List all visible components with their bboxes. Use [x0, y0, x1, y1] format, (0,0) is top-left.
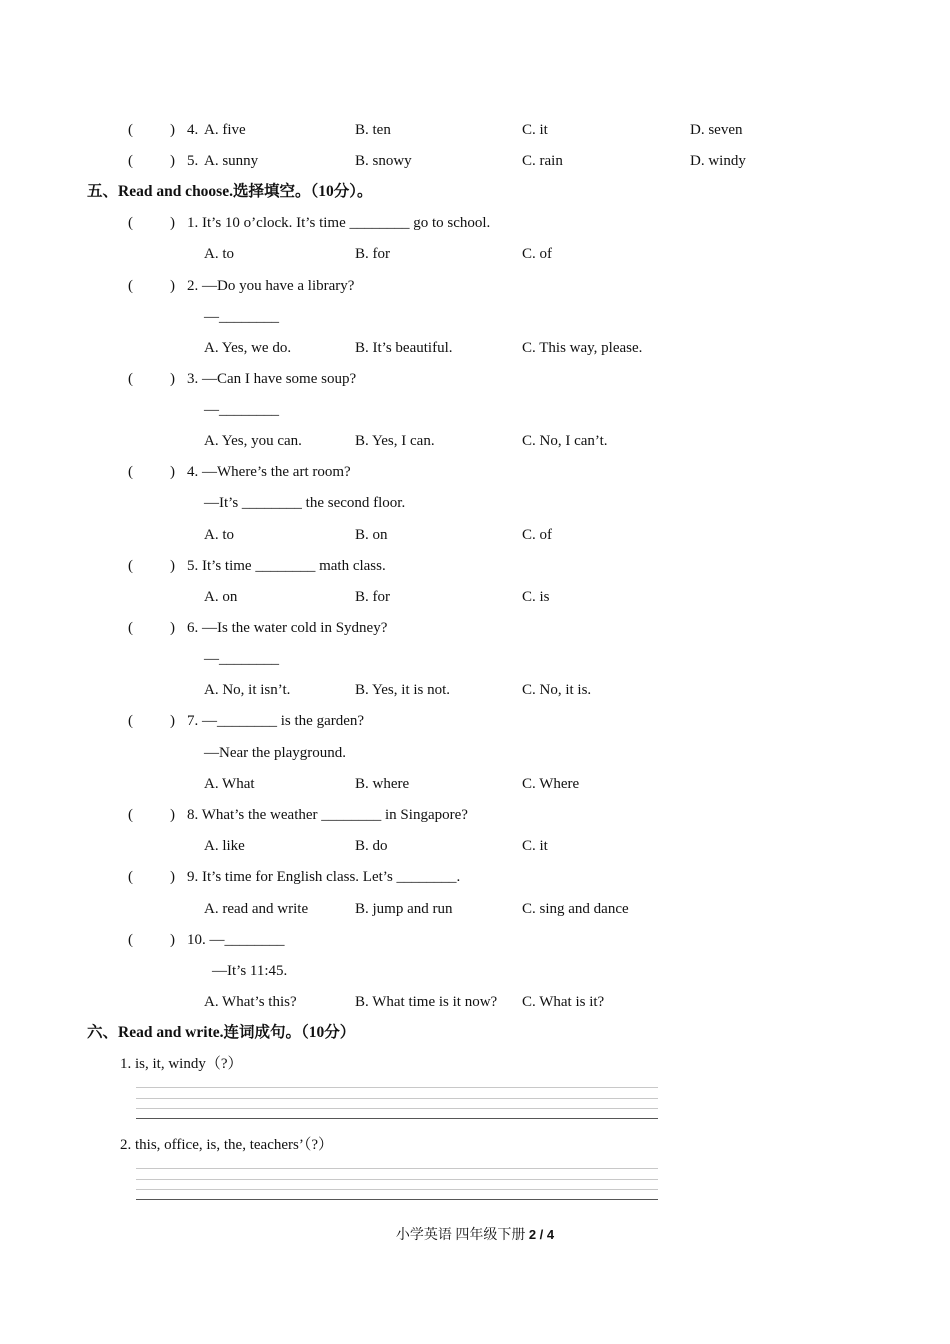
writing-guide-line: [136, 1168, 658, 1169]
writing-guide-line: [136, 1179, 658, 1180]
question-stem: 6. —Is the water cold in Sydney?: [187, 620, 388, 636]
question-stem: 7. —________ is the garden?: [187, 713, 365, 729]
question-stem: 10. —________: [187, 932, 285, 948]
answer-paren-open: (: [128, 807, 133, 823]
page-footer: [0, 1224, 950, 1247]
option-a: A. No, it isn’t.: [204, 682, 291, 698]
option-c: C. No, I can’t.: [522, 433, 608, 449]
option-b: B. where: [355, 776, 410, 792]
answer-paren-close: ): [170, 215, 175, 231]
option-b: B. snowy: [355, 153, 412, 169]
option-c: C. What is it?: [522, 994, 605, 1010]
option-b: B. Yes, I can.: [355, 433, 435, 449]
section5-heading: 五、Read and choose.选择填空。（10分）。: [87, 183, 373, 200]
option-a: A. Yes, we do.: [204, 340, 292, 356]
question-stem: 5. It’s time ________ math class.: [187, 558, 386, 574]
answer-paren-close: ): [170, 371, 175, 387]
option-c: C. sing and dance: [522, 901, 629, 917]
answer-paren-close: ): [170, 869, 175, 885]
option-b: B. It’s beautiful.: [355, 340, 453, 356]
answer-paren-open: (: [128, 620, 133, 636]
page-number: 2 / 4: [528, 1227, 555, 1242]
option-a: A. What’s this?: [204, 994, 297, 1010]
writing-guide-line: [136, 1108, 658, 1109]
section6-heading: 六、Read and write.连词成句。（10分）: [87, 1024, 356, 1041]
footer-text: 小学英语 四年级下册: [395, 1228, 526, 1243]
answer-paren-open: (: [128, 558, 133, 574]
question-reply: —________: [204, 402, 279, 418]
option-b: B. for: [355, 246, 390, 262]
option-a: A. to: [204, 246, 234, 262]
option-c: C. is: [522, 589, 550, 605]
option-b: B. on: [355, 527, 388, 543]
answer-paren-open: (: [128, 153, 133, 169]
option-b: B. do: [355, 838, 388, 854]
question-stem: 9. It’s time for English class. Let’s ________.: [187, 869, 461, 885]
answer-paren-open: (: [128, 869, 133, 885]
writing-base-line[interactable]: [136, 1199, 658, 1200]
option-b: B. What time is it now?: [355, 994, 498, 1010]
answer-paren-open: (: [128, 278, 133, 294]
option-b: B. jump and run: [355, 901, 453, 917]
question-stem: 1. It’s 10 o’clock. It’s time ________ go to school.: [187, 215, 491, 231]
question-stem: 2. —Do you have a library?: [187, 278, 355, 294]
question-reply: —It’s ________ the second floor.: [204, 495, 406, 511]
option-b: B. for: [355, 589, 390, 605]
answer-paren-close: ): [170, 122, 175, 138]
option-a: A. five: [204, 122, 246, 138]
question-stem: 8. What’s the weather ________ in Singapore?: [187, 807, 468, 823]
answer-paren-open: (: [128, 932, 133, 948]
answer-paren-open: (: [128, 215, 133, 231]
option-c: C. of: [522, 246, 552, 262]
option-d: D. seven: [690, 122, 743, 138]
option-c: C. Where: [522, 776, 580, 792]
answer-paren-close: ): [170, 713, 175, 729]
question-reply: —________: [204, 309, 279, 325]
option-a: A. on: [204, 589, 238, 605]
question-reply: —It’s 11:45.: [212, 963, 288, 979]
option-a: A. read and write: [204, 901, 309, 917]
writing-base-line[interactable]: [136, 1118, 658, 1119]
option-b: B. Yes, it is not.: [355, 682, 451, 698]
writing-prompt: 2. this, office, is, the, teachers’（?）: [120, 1137, 333, 1153]
option-a: A. Yes, you can.: [204, 433, 302, 449]
option-d: D. windy: [690, 153, 746, 169]
option-a: A. like: [204, 838, 245, 854]
option-a: A. to: [204, 527, 234, 543]
answer-paren-open: (: [128, 464, 133, 480]
option-c: C. it: [522, 122, 548, 138]
answer-paren-open: (: [128, 713, 133, 729]
writing-guide-line: [136, 1189, 658, 1190]
answer-paren-close: ): [170, 932, 175, 948]
question-number: 5.: [187, 153, 199, 169]
question-number: 4.: [187, 122, 199, 138]
question-reply: —________: [204, 651, 279, 667]
option-c: C. No, it is.: [522, 682, 592, 698]
writing-prompt: 1. is, it, windy（?）: [120, 1056, 243, 1072]
option-c: C. of: [522, 527, 552, 543]
answer-paren-close: ): [170, 464, 175, 480]
answer-paren-close: ): [170, 807, 175, 823]
answer-paren-close: ): [170, 278, 175, 294]
question-reply: —Near the playground.: [204, 745, 347, 761]
writing-guide-line: [136, 1087, 658, 1088]
writing-guide-line: [136, 1098, 658, 1099]
option-c: C. rain: [522, 153, 563, 169]
answer-paren-close: ): [170, 558, 175, 574]
question-stem: 3. —Can I have some soup?: [187, 371, 357, 387]
option-c: C. This way, please.: [522, 340, 643, 356]
option-a: A. sunny: [204, 153, 259, 169]
answer-paren-close: ): [170, 153, 175, 169]
option-a: A. What: [204, 776, 255, 792]
answer-paren-close: ): [170, 620, 175, 636]
answer-paren-open: (: [128, 122, 133, 138]
question-stem: 4. —Where’s the art room?: [187, 464, 351, 480]
option-b: B. ten: [355, 122, 391, 138]
option-c: C. it: [522, 838, 548, 854]
answer-paren-open: (: [128, 371, 133, 387]
